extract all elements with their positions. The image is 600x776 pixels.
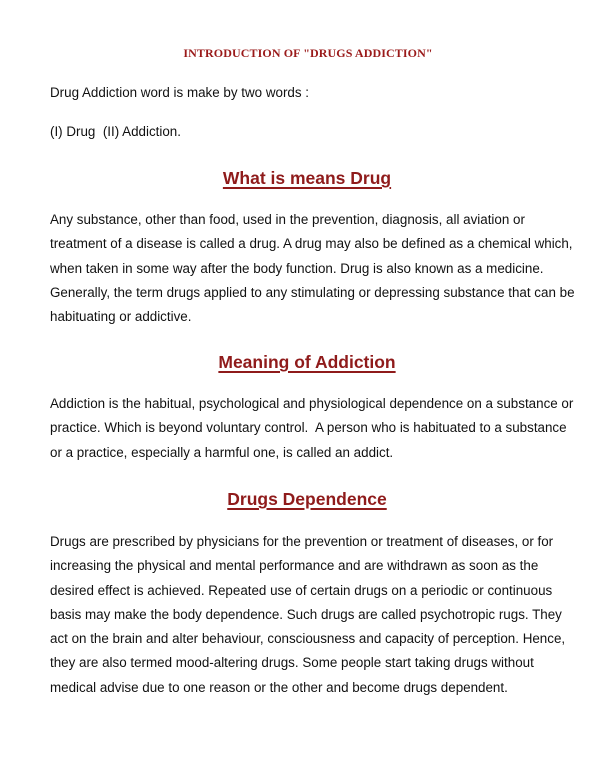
- section-heading-drugs-dependence: Drugs Dependence: [227, 489, 387, 509]
- section-body-drugs-dependence: Drugs are prescribed by physicians for the prevention or treatment of diseases, or for increasing the physical and mental performance and are withdrawn as soon as the desired effect is achieved. Repeated use of certain drugs on a periodic or continuous basis may make the body dependence. Such drugs are called psychotropic rugs. They act on the brain and alter behaviour, consciousness and capacity of perception. Hence, they are also termed mood-altering drugs. Some people start taking drugs without medical advise due to one reason or the other and become drugs dependent.: [50, 534, 566, 695]
- section-heading-meaning-of-addiction: Meaning of Addiction: [218, 352, 396, 372]
- section-heading-what-is-drug: What is means Drug: [222, 168, 392, 188]
- words-line: (I) Drug (II) Addiction.: [50, 124, 181, 139]
- section-body-what-is-drug: Any substance, other than food, used in the prevention, diagnosis, all aviation or treatment of a disease is called a drug. A drug may also be defined as a chemical which, when taken in some way after the body function. Drug is also known as a medicine. Generally, the term drugs applied to any stimulating or depressing substance that can be habituating or addictive.: [50, 212, 575, 325]
- intro-line: Drug Addiction word is make by two words :: [50, 85, 309, 100]
- section-body-meaning-of-addiction: Addiction is the habitual, psychological and physiological dependence on a substance or practice. Which is beyond voluntary control. A person who is habituated to a substance or a practice, especially a harmful one, is called an addict.: [50, 396, 578, 460]
- document-title: INTRODUCTION OF "DRUGS ADDICTION": [183, 46, 433, 60]
